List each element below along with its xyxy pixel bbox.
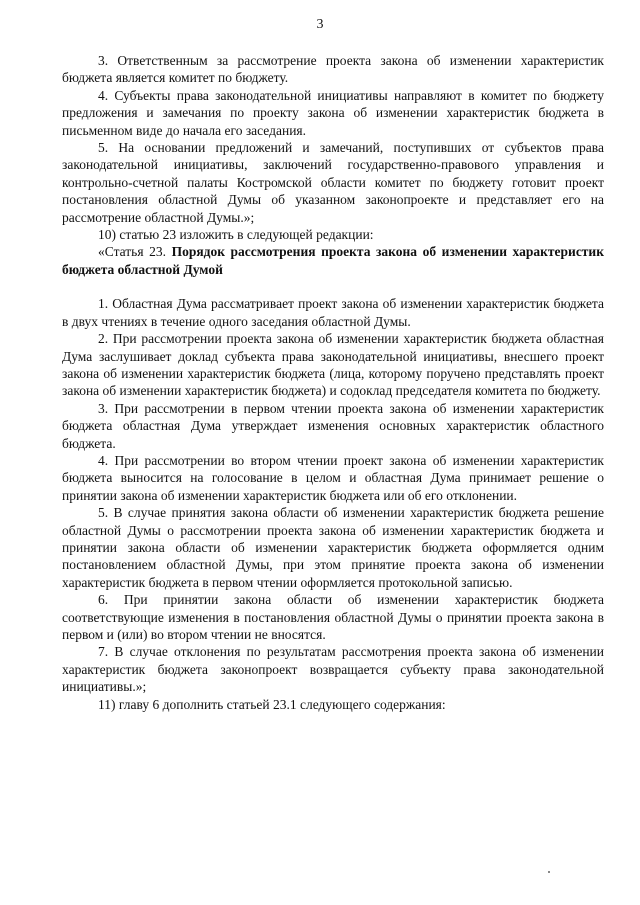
article-item-5: 5. В случае принятия закона области об изменении характеристик бюджета решение областной Думы о рассмотрении проекта закона об изменении характеристик бюджета и принятии закона области об изменении характеристик бюджета оформляется одним постановлением областной Думы, при этом принятие проекта закона об изменении характеристик бюджета в первом чтении оформляется протокольной записью. xyxy=(62,505,604,590)
paragraph-item-4: 4. Субъекты права законодательной инициативы направляют в комитет по бюджету предложения и замечания по проекту закона об изменении характеристик бюджета в письменном виде до начала его заседания. xyxy=(62,87,604,138)
scan-dot xyxy=(548,871,550,873)
article-item-2: 2. При рассмотрении проекта закона об изменении характеристик бюджета областная Дума заслушивает доклад субъекта права законодательной инициативы, внесшего проект закона об изменении характеристик бюджета (лица, которому поручено представлять проект закона об изменении характеристик бюджета) и содоклад председателя комитета по бюджету. xyxy=(62,331,604,399)
page-number: 3 xyxy=(316,17,324,32)
paragraph-point-10: 10) статью 23 изложить в следующей редакции: xyxy=(98,227,374,243)
paragraph-point-11: 11) главу 6 дополнить статьей 23.1 следующего содержания: xyxy=(98,696,446,712)
article-item-6: 6. При принятии закона области об изменении характеристик бюджета соответствующие изменения в постановления областной Думы о принятии проекта закона в первом и (или) во втором чтении не вносятся. xyxy=(62,592,604,642)
paragraph-item-5: 5. На основании предложений и замечаний, поступивших от субъектов права законодательной инициативы, заключений государственно-правового управления и контрольно-счетной палаты Костромской области комитет по бюджету готовит проект постановления областной Думы об указанном законопроекте и представляет его на рассмотрение областной Думы.»; xyxy=(62,140,604,225)
article-item-4: 4. При рассмотрении во втором чтении проект закона об изменении характеристик бюджета выносится на голосование в целом и областная Дума принимает решение о принятии закона об изменении характеристик бюджета или об его отклонении. xyxy=(62,452,604,503)
document-body xyxy=(62,52,604,713)
spacer xyxy=(62,278,604,295)
paragraph-item-3: 3. Ответственным за рассмотрение проекта закона об изменении характеристик бюджета является комитет по бюджету. xyxy=(62,53,604,86)
article-item-7: 7. В случае отклонения по результатам рассмотрения проекта закона об изменении характеристик бюджета законопроект возвращается субъекту права законодательной инициативы.»; xyxy=(62,644,604,695)
article-item-1: 1. Областная Дума рассматривает проект закона об изменении характеристик бюджета в двух чтениях в течение одного заседания областной Думы. xyxy=(62,296,604,329)
article-prefix: «Статья 23. xyxy=(98,244,166,260)
article-heading xyxy=(62,243,604,278)
article-item-3: 3. При рассмотрении в первом чтении проекта закона об изменении характеристик бюджета областная Дума утверждает изменения основных характеристик областного бюджета. xyxy=(62,400,604,451)
article-title: Порядок рассмотрения проекта закона об изменении характеристик бюджета областной Думой xyxy=(62,244,604,277)
